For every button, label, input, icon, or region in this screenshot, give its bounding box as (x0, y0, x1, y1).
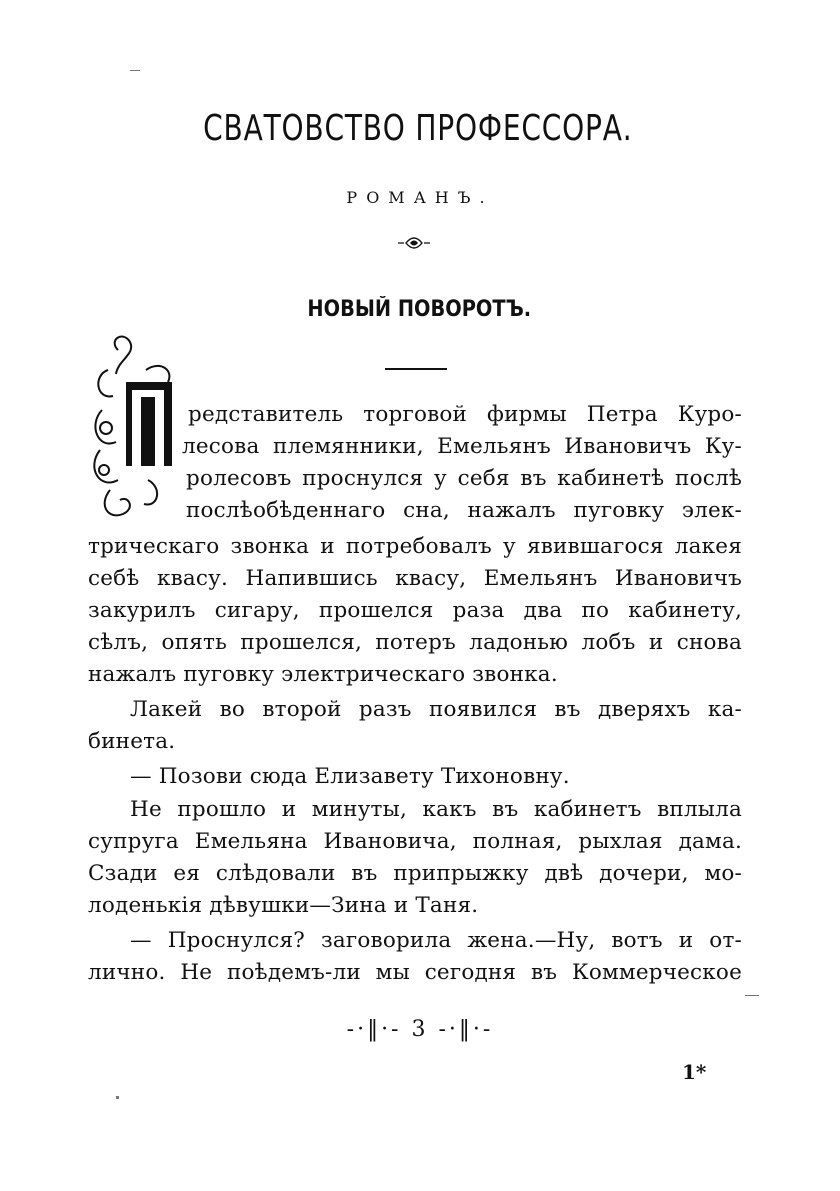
drop-cap-ornament (88, 330, 188, 530)
text-line: ролесовъ проснулся у себя въ кабинетѣ послѣ (186, 466, 742, 491)
text-line: лесова племянники, Емельянъ Ивановичъ Ку- (182, 434, 742, 459)
ornament-divider-icon (396, 233, 432, 253)
text-line: себѣ квасу. Напившись квасу, Емельянъ Ивановичъ (88, 566, 742, 591)
text-line: закурилъ сигару, прошелся раза два по кабинету, (88, 598, 742, 623)
footer-ornament-right-icon: -·‖·- (438, 1017, 494, 1042)
scan-speck (116, 1096, 119, 1099)
text-line: бинета. (88, 729, 176, 754)
text-line: — Позови сюда Елизавету Тихоновну. (130, 764, 570, 789)
text-line: лично. Не поѣдемъ-ли мы сегодня въ Коммерческое (88, 960, 742, 985)
text-line: редставитель торговой фирмы Петра Куро- (188, 402, 742, 427)
scan-speck (745, 995, 759, 996)
text-line: — Проснулся? заговорила жена.—Ну, вотъ и от- (130, 928, 742, 953)
text-line: нажалъ пуговку электрическаго звонка. (88, 662, 558, 687)
chapter-title: НОВЫЙ ПОВОРОТЪ. (307, 297, 532, 322)
text-line: послѣобѣденнаго сна, нажалъ пуговку элек- (186, 498, 742, 523)
text-line: лоденькія дѣвушки—Зина и Таня. (88, 893, 479, 918)
signature-mark: 1* (682, 1060, 707, 1084)
text-line: Не прошло и минуты, какъ въ кабинетъ вплыла (130, 797, 742, 822)
page-number: 3 (411, 1017, 429, 1042)
scan-speck (130, 70, 140, 71)
page-footer (0, 1017, 840, 1042)
text-line: Лакей во второй разъ появился въ дверяхъ ка- (130, 697, 742, 722)
book-subtitle: РОМАНЪ. (346, 188, 494, 207)
book-title: СВАТОВСТВО ПРОФЕССОРА. (203, 108, 633, 149)
text-line: сѣлъ, опять прошелся, потеръ ладонью лобъ и снова (88, 630, 742, 655)
chapter-rule (385, 368, 447, 370)
text-line: Сзади ея слѣдовали въ припрыжку двѣ дочери, мо- (88, 861, 742, 886)
footer-ornament-left-icon: -·‖·- (346, 1017, 402, 1042)
text-line: трическаго звонка и потребовалъ у явившагося лакея (88, 534, 742, 559)
text-line: супруга Емельяна Ивановича, полная, рыхлая дама. (88, 829, 742, 854)
